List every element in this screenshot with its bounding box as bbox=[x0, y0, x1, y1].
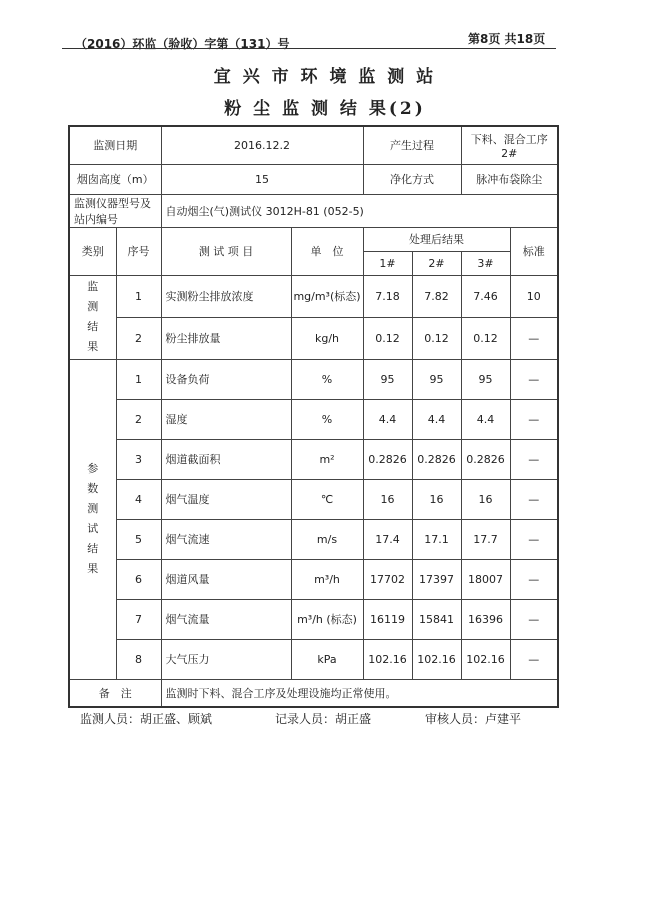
row-item: 烟道截面积 bbox=[161, 439, 291, 479]
row-v1: 17702 bbox=[363, 559, 412, 599]
monitor-staff: 监测人员：胡正盛、顾斌 bbox=[80, 712, 213, 726]
row-v2: 102.16 bbox=[412, 639, 461, 679]
remark-text: 监测时下料、混合工序及处理设施均正常使用。 bbox=[161, 679, 558, 707]
instrument-value: 自动烟尘(气)测试仪 3012H-81 (052-5) bbox=[161, 194, 558, 227]
col-seq: 序号 bbox=[116, 227, 161, 275]
col-p3: 3# bbox=[461, 251, 510, 275]
row-v3: 95 bbox=[461, 359, 510, 399]
table-row bbox=[69, 275, 558, 317]
recorder-staff: 记录人员：胡正盛 bbox=[275, 712, 372, 726]
col-result: 处理后结果 bbox=[363, 227, 510, 251]
row-std: — bbox=[510, 317, 558, 359]
table-row bbox=[69, 559, 558, 599]
table-row bbox=[69, 317, 558, 359]
row-unit: ℃ bbox=[291, 479, 363, 519]
row-seq: 8 bbox=[116, 639, 161, 679]
row-unit: m³/h bbox=[291, 559, 363, 599]
row-seq: 7 bbox=[116, 599, 161, 639]
row-v1: 16119 bbox=[363, 599, 412, 639]
results-table bbox=[68, 125, 559, 708]
row-v1: 16 bbox=[363, 479, 412, 519]
row-v1: 0.2826 bbox=[363, 439, 412, 479]
table-row bbox=[69, 399, 558, 439]
row-v3: 17.7 bbox=[461, 519, 510, 559]
row-item: 实测粉尘排放浓度 bbox=[161, 275, 291, 317]
row-item: 烟气流速 bbox=[161, 519, 291, 559]
row-item: 粉尘排放量 bbox=[161, 317, 291, 359]
document-number: （2016）环监（验收）字第（131）号 bbox=[75, 37, 290, 51]
row-v2: 16 bbox=[412, 479, 461, 519]
row-std: — bbox=[510, 599, 558, 639]
row-v3: 4.4 bbox=[461, 399, 510, 439]
remark-label: 备 注 bbox=[69, 679, 161, 707]
row-item: 烟气温度 bbox=[161, 479, 291, 519]
row-unit: kPa bbox=[291, 639, 363, 679]
row-seq: 6 bbox=[116, 559, 161, 599]
row-v2: 17397 bbox=[412, 559, 461, 599]
row-seq: 4 bbox=[116, 479, 161, 519]
row-v1: 4.4 bbox=[363, 399, 412, 439]
row-unit: kg/h bbox=[291, 317, 363, 359]
row-unit: m/s bbox=[291, 519, 363, 559]
row-seq: 1 bbox=[116, 359, 161, 399]
row-std: — bbox=[510, 399, 558, 439]
page-info: 第8页 共18页 bbox=[468, 32, 546, 46]
row-item: 湿度 bbox=[161, 399, 291, 439]
reviewer-staff: 审核人员：卢建平 bbox=[425, 712, 522, 726]
row-std: 10 bbox=[510, 275, 558, 317]
instrument-label: 监测仪器型号及站内编号 bbox=[69, 194, 161, 227]
row-v1: 102.16 bbox=[363, 639, 412, 679]
row-v2: 95 bbox=[412, 359, 461, 399]
row-std: — bbox=[510, 519, 558, 559]
col-category: 类别 bbox=[69, 227, 116, 275]
table-row bbox=[69, 639, 558, 679]
row-seq: 2 bbox=[116, 399, 161, 439]
col-unit: 单 位 bbox=[291, 227, 363, 275]
group-monitor: 监 测 结 果 bbox=[69, 275, 116, 359]
row-seq: 5 bbox=[116, 519, 161, 559]
row-v3: 102.16 bbox=[461, 639, 510, 679]
row-v2: 4.4 bbox=[412, 399, 461, 439]
header-rule bbox=[62, 48, 556, 49]
row-v2: 17.1 bbox=[412, 519, 461, 559]
row-std: — bbox=[510, 559, 558, 599]
row-unit: m² bbox=[291, 439, 363, 479]
row-unit: mg/m³(标态) bbox=[291, 275, 363, 317]
row-std: — bbox=[510, 359, 558, 399]
row-std: — bbox=[510, 639, 558, 679]
row-v1: 7.18 bbox=[363, 275, 412, 317]
row-v3: 7.46 bbox=[461, 275, 510, 317]
table-row bbox=[69, 519, 558, 559]
col-p2: 2# bbox=[412, 251, 461, 275]
table-row bbox=[69, 479, 558, 519]
table-row bbox=[69, 599, 558, 639]
row-v2: 0.12 bbox=[412, 317, 461, 359]
col-standard: 标准 bbox=[510, 227, 558, 275]
row-v3: 16396 bbox=[461, 599, 510, 639]
date-value: 2016.12.2 bbox=[161, 126, 363, 164]
row-v3: 16 bbox=[461, 479, 510, 519]
row-item: 设备负荷 bbox=[161, 359, 291, 399]
row-item: 烟气流量 bbox=[161, 599, 291, 639]
row-v3: 0.2826 bbox=[461, 439, 510, 479]
row-v2: 7.82 bbox=[412, 275, 461, 317]
purify-value: 脉冲布袋除尘 bbox=[461, 164, 558, 194]
row-unit: % bbox=[291, 399, 363, 439]
row-v2: 15841 bbox=[412, 599, 461, 639]
row-std: — bbox=[510, 439, 558, 479]
date-label: 监测日期 bbox=[69, 126, 161, 164]
row-seq: 2 bbox=[116, 317, 161, 359]
purify-label: 净化方式 bbox=[363, 164, 461, 194]
chimney-label: 烟囱高度（m） bbox=[69, 164, 161, 194]
row-item: 大气压力 bbox=[161, 639, 291, 679]
row-v3: 0.12 bbox=[461, 317, 510, 359]
process-label: 产生过程 bbox=[363, 126, 461, 164]
row-v3: 18007 bbox=[461, 559, 510, 599]
report-title: 粉 尘 监 测 结 果(2) bbox=[224, 99, 426, 119]
row-seq: 1 bbox=[116, 275, 161, 317]
row-v1: 17.4 bbox=[363, 519, 412, 559]
row-unit: % bbox=[291, 359, 363, 399]
row-std: — bbox=[510, 479, 558, 519]
table-row bbox=[69, 359, 558, 399]
col-item: 测 试 项 目 bbox=[161, 227, 291, 275]
row-unit: m³/h (标态) bbox=[291, 599, 363, 639]
group-params: 参 数 测 试 结 果 bbox=[69, 359, 116, 679]
col-p1: 1# bbox=[363, 251, 412, 275]
row-v2: 0.2826 bbox=[412, 439, 461, 479]
table-row bbox=[69, 439, 558, 479]
row-seq: 3 bbox=[116, 439, 161, 479]
row-v1: 0.12 bbox=[363, 317, 412, 359]
row-v1: 95 bbox=[363, 359, 412, 399]
chimney-value: 15 bbox=[161, 164, 363, 194]
station-title: 宜 兴 市 环 境 监 测 站 bbox=[213, 67, 437, 87]
seal-stamp-fragment bbox=[628, 350, 648, 470]
row-item: 烟道风量 bbox=[161, 559, 291, 599]
process-value: 下料、混合工序 2# bbox=[461, 126, 558, 164]
